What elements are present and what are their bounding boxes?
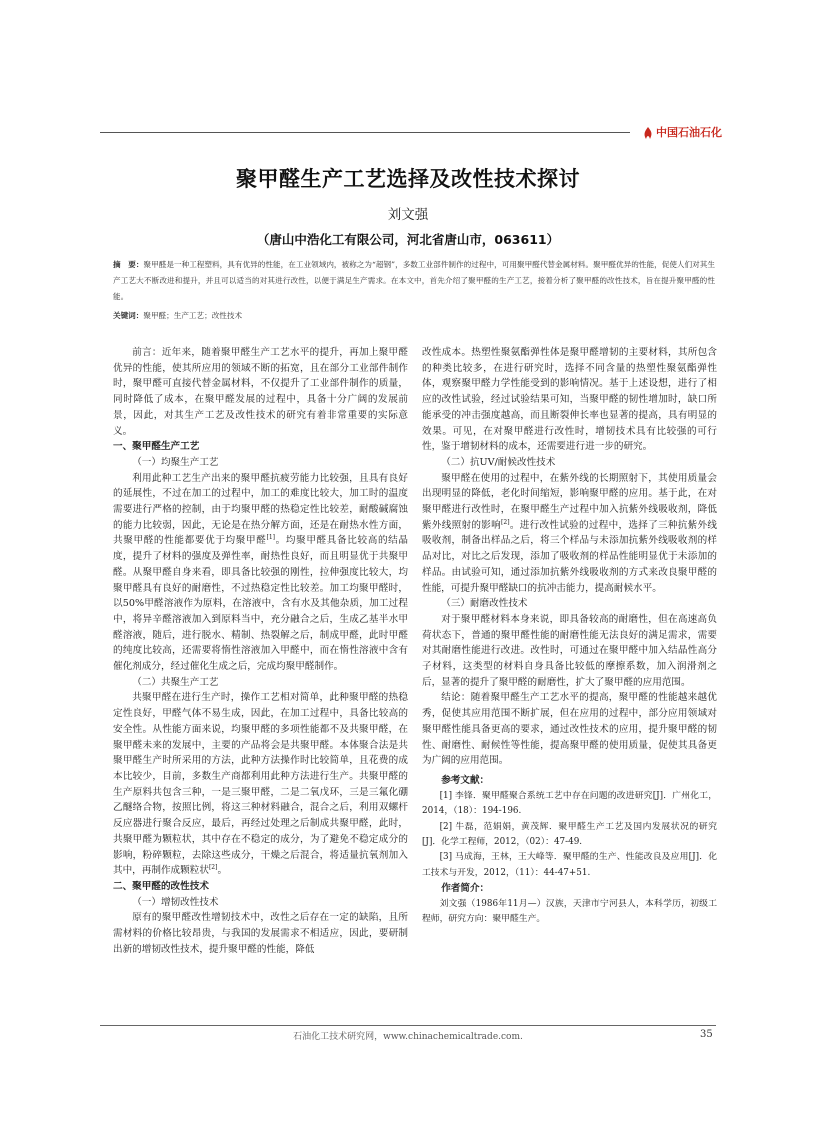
- section-heading-modification: 二、聚甲醛的改性技术: [113, 880, 209, 892]
- left-column: [113, 345, 408, 957]
- article-title: 聚甲醛生产工艺选择及改性技术探讨: [236, 167, 580, 191]
- abstract-text: 聚甲醛是一种工程塑料，具有优异的性能，在工业领域内，被称之为“超钢”，多数工业部件制作的过程中，可用聚甲醛代替金属材料。聚甲醛优异的性能，促使人们对其生产工艺大不断改进和提升，并且可以适当的对其进行改性，以便于满足生产需求。在本文中，首先介绍了聚甲醛的生产工艺，接着分析了聚甲醛的改性技术，旨在提升聚甲醛的性能。: [113, 260, 716, 302]
- subsection-heading-uv: （二）抗UV/耐候改性技术: [441, 456, 556, 468]
- keywords-label: 关键词：: [113, 311, 144, 320]
- paragraph-text: 共聚甲醛在进行生产时，操作工艺相对简单，此种聚甲醛的热稳定性良好，甲醛气体不易生成，因此，在加工过程中，具备比较高的安全性。从性能方面来说，均聚甲醛的多项性能都不及共聚甲醛，在聚甲醛未来的发展中，主要的产品将会是共聚甲醛。本体聚合法是共聚甲醛生产时所采用的方法，此种方法操作时比较简单，且花费的成本比较少，目前，多数生产商都利用此种方法进行生产。共聚甲醛的生产原料共包含三种，一是三聚甲醛，二是二氧戊环，三是三氟化硼乙醚络合物，按照比例，将这三种材料融合，混合之后，利用双螺杆反应器进行聚合反应，最后，再经过处理之后制成共聚甲醛，此时，共聚甲醛为颗粒状，其中存在不稳定的成分，为了避免不稳定成分的影响，粉碎颗粒，去除这些成分，干燥之后混合，将适量抗氧剂加入其中，再制作成颗粒状: [113, 692, 408, 877]
- article-author: 刘文强: [387, 207, 429, 223]
- toughening-paragraph-cont: 改性成本。热塑性聚氨酯弹性体是聚甲醛增韧的主要材料，其所包含的种类比较多，在进行研究时，选择不同含量的热塑性聚氨酯弹性体，观察聚甲醛力学性能受到的影响情况。基于上述设想，进行了相应的改性试验，经过试验结果可知，当聚甲醛的韧性增加时，缺口所能承受的冲击强度越高，而且断裂伸长率也显著的提高，具有明显的效果。可见，在对聚甲醛进行改性时，增韧技术具有比较强的可行性，鉴于增韧材料的成本，还需要进行进一步的研究。: [422, 347, 717, 453]
- citation-1: [1]: [266, 534, 275, 542]
- subsection-heading-wear: （三）耐磨改性技术: [441, 598, 528, 610]
- citation-2: [2]: [501, 518, 510, 526]
- reference-item: [1] 李锋．聚甲醛聚合系统工艺中存在问题的改进研究[J]．广州化工，2014，（18）：194-196.: [422, 790, 717, 817]
- references-heading: 参考文献：: [441, 774, 490, 786]
- subsection-heading-toughening: （一）增韧改性技术: [132, 896, 219, 908]
- author-bio: 刘文强（1986年11月—）汉族，天津市宁河县人，本科学历，初级工程师，研究方向：聚甲醛生产。: [422, 898, 717, 925]
- bio-heading: 作者简介：: [441, 883, 490, 895]
- paragraph-text: 。进行改性试验的过程中，选择了三种抗紫外线吸收剂，制备出样品之后，将三个样品与未添加抗紫外线吸收剂的样品对比，对比之后发现，添加了吸收剂的样品性能明显优于未添加的样品。由试验可知，通过添加抗紫外线吸收剂的方式来改良聚甲醛的性能，可提升聚甲醛缺口的抗冲击能力，提高耐候水平。: [422, 519, 718, 594]
- abstract-label: 摘 要：: [113, 260, 144, 269]
- page-number: 35: [700, 1029, 713, 1040]
- subsection-heading-homopolymer: （一）均聚生产工艺: [132, 456, 219, 468]
- header-rule: [100, 132, 630, 133]
- uv-paragraph: [422, 471, 717, 597]
- paragraph-text: 。: [217, 865, 228, 877]
- right-column: [422, 345, 717, 928]
- subsection-heading-copolymer: （二）共聚生产工艺: [132, 676, 219, 688]
- journal-logo: [640, 124, 722, 140]
- paragraph-text: 聚甲醛在使用的过程中，在紫外线的长期照射下，其使用质量会出现明显的降低，老化时间缩短，影响聚甲醛的应用。基于此，在对聚甲醛进行改性时，在聚甲醛生产过程中加入抗紫外线吸收剂，降低紫外线照射的影响: [422, 472, 717, 531]
- logo-text: 中国石油石化: [656, 126, 722, 139]
- reference-item: [2] 牛磊，范娟娟，黄茂辉．聚甲醛生产工艺及国内发展状况的研究[J]．化学工程师，2012，（02）：47-49.: [422, 821, 717, 847]
- section-heading-production: 一、聚甲醛生产工艺: [113, 441, 200, 453]
- copolymer-paragraph: [113, 690, 408, 878]
- abstract: [113, 257, 715, 306]
- citation-2: [2]: [208, 864, 218, 872]
- keywords-text: 聚甲醛；生产工艺；改性技术: [143, 311, 243, 320]
- toughening-paragraph: 原有的聚甲醛改性增韧技术中，改性之后存在一定的缺陷，且所需材料的价格比较昂贵，与我国的发展需求不相适应，因此，要研制出新的增韧改性技术，提升聚甲醛的性能，降低: [113, 912, 408, 955]
- wear-paragraph: 对于聚甲醛材料本身来说，即具备较高的耐磨性，但在高速高负荷状态下，普通的聚甲醛性能的耐磨性能无法良好的满足需求，需要对其耐磨性能进行改进。改性时，可通过在聚甲醛中加入结晶性高分子材料，这类型的材料自身具备比较低的摩擦系数，加入润滑剂之后，显著的提升了聚甲醛的耐磨性，扩大了聚甲醛的应用范围。: [422, 613, 717, 688]
- homopolymer-paragraph: [113, 471, 408, 675]
- paragraph-text: 。均聚甲醛具备比较高的结晶度，提升了材料的强度及弹性率，耐热性良好，而且明显优于共聚甲醛。从聚甲醛自身来看，即具备比较强的刚性，拉伸强度比较大，均聚甲醛具有良好的耐磨性，不过热稳定性比较差。加工均聚甲醛时，以50%甲醛溶液作为原料，在溶液中，含有水及其他杂质，加工过程中，将异辛醛溶液加入到原料当中，充分融合之后，生成乙基半水甲醛溶液，随后，进行脱水、精制、热裂解之后，制成甲醛，此时甲醛的纯度比较高，还需要将惰性溶液加入甲醛中，而在惰性溶液中含有催化剂成分，经过催化生成之后，完成均聚甲醛制作。: [113, 535, 409, 673]
- intro-paragraph: 前言：近年来，随着聚甲醛生产工艺水平的提升，再加上聚甲醛优异的性能，使其所应用的领域不断的拓宽，且在部分工业部件制作时，聚甲醛可直接代替金属材料，不仅提升了工业部件制作的质量，同时降低了成本，在聚甲醛发展的过程中，具备十分广阔的发展前景，因此，对其生产工艺及改性技术的研究有着非常重要的实际意义。: [113, 347, 408, 437]
- keywords: [113, 309, 715, 323]
- flame-icon: [641, 126, 655, 140]
- reference-item: [3] 马成海，王林，王大峰等．聚甲醛的生产、性能改良及应用[J]．化工技术与开发，2012，（11）：44-47+51.: [422, 852, 717, 878]
- conclusion-paragraph: 结论：随着聚甲醛生产工艺水平的提高，聚甲醛的性能越来越优秀，促使其应用范围不断扩展，但在应用的过程中，部分应用领域对聚甲醛性能具备更高的要求，通过改性技术的应用，提升聚甲醛的韧性、耐磨性、耐候性等性能，提高聚甲醛的使用质量，促使其具备更为广阔的应用范围。: [422, 692, 717, 767]
- paragraph-text: 利用此种工艺生产出来的聚甲醛抗疲劳能力比较强，且具有良好的延展性，不过在加工的过程中，加工的难度比较大，加工时的温度需要进行严格的控制，由于均聚甲醛的热稳定性比较差，耐酸碱腐蚀的能力比较弱，因此，无论是在热分解方面，还是在耐热水性方面，共聚甲醛的性能都要优于均聚甲醛: [113, 472, 408, 547]
- footer-text: 石油化工技术研究网，www.chinachemicaltrade.com.: [293, 1032, 523, 1042]
- article-affiliation: （唐山中浩化工有限公司，河北省唐山市，063611）: [256, 232, 560, 247]
- footer-rule: [100, 1025, 716, 1026]
